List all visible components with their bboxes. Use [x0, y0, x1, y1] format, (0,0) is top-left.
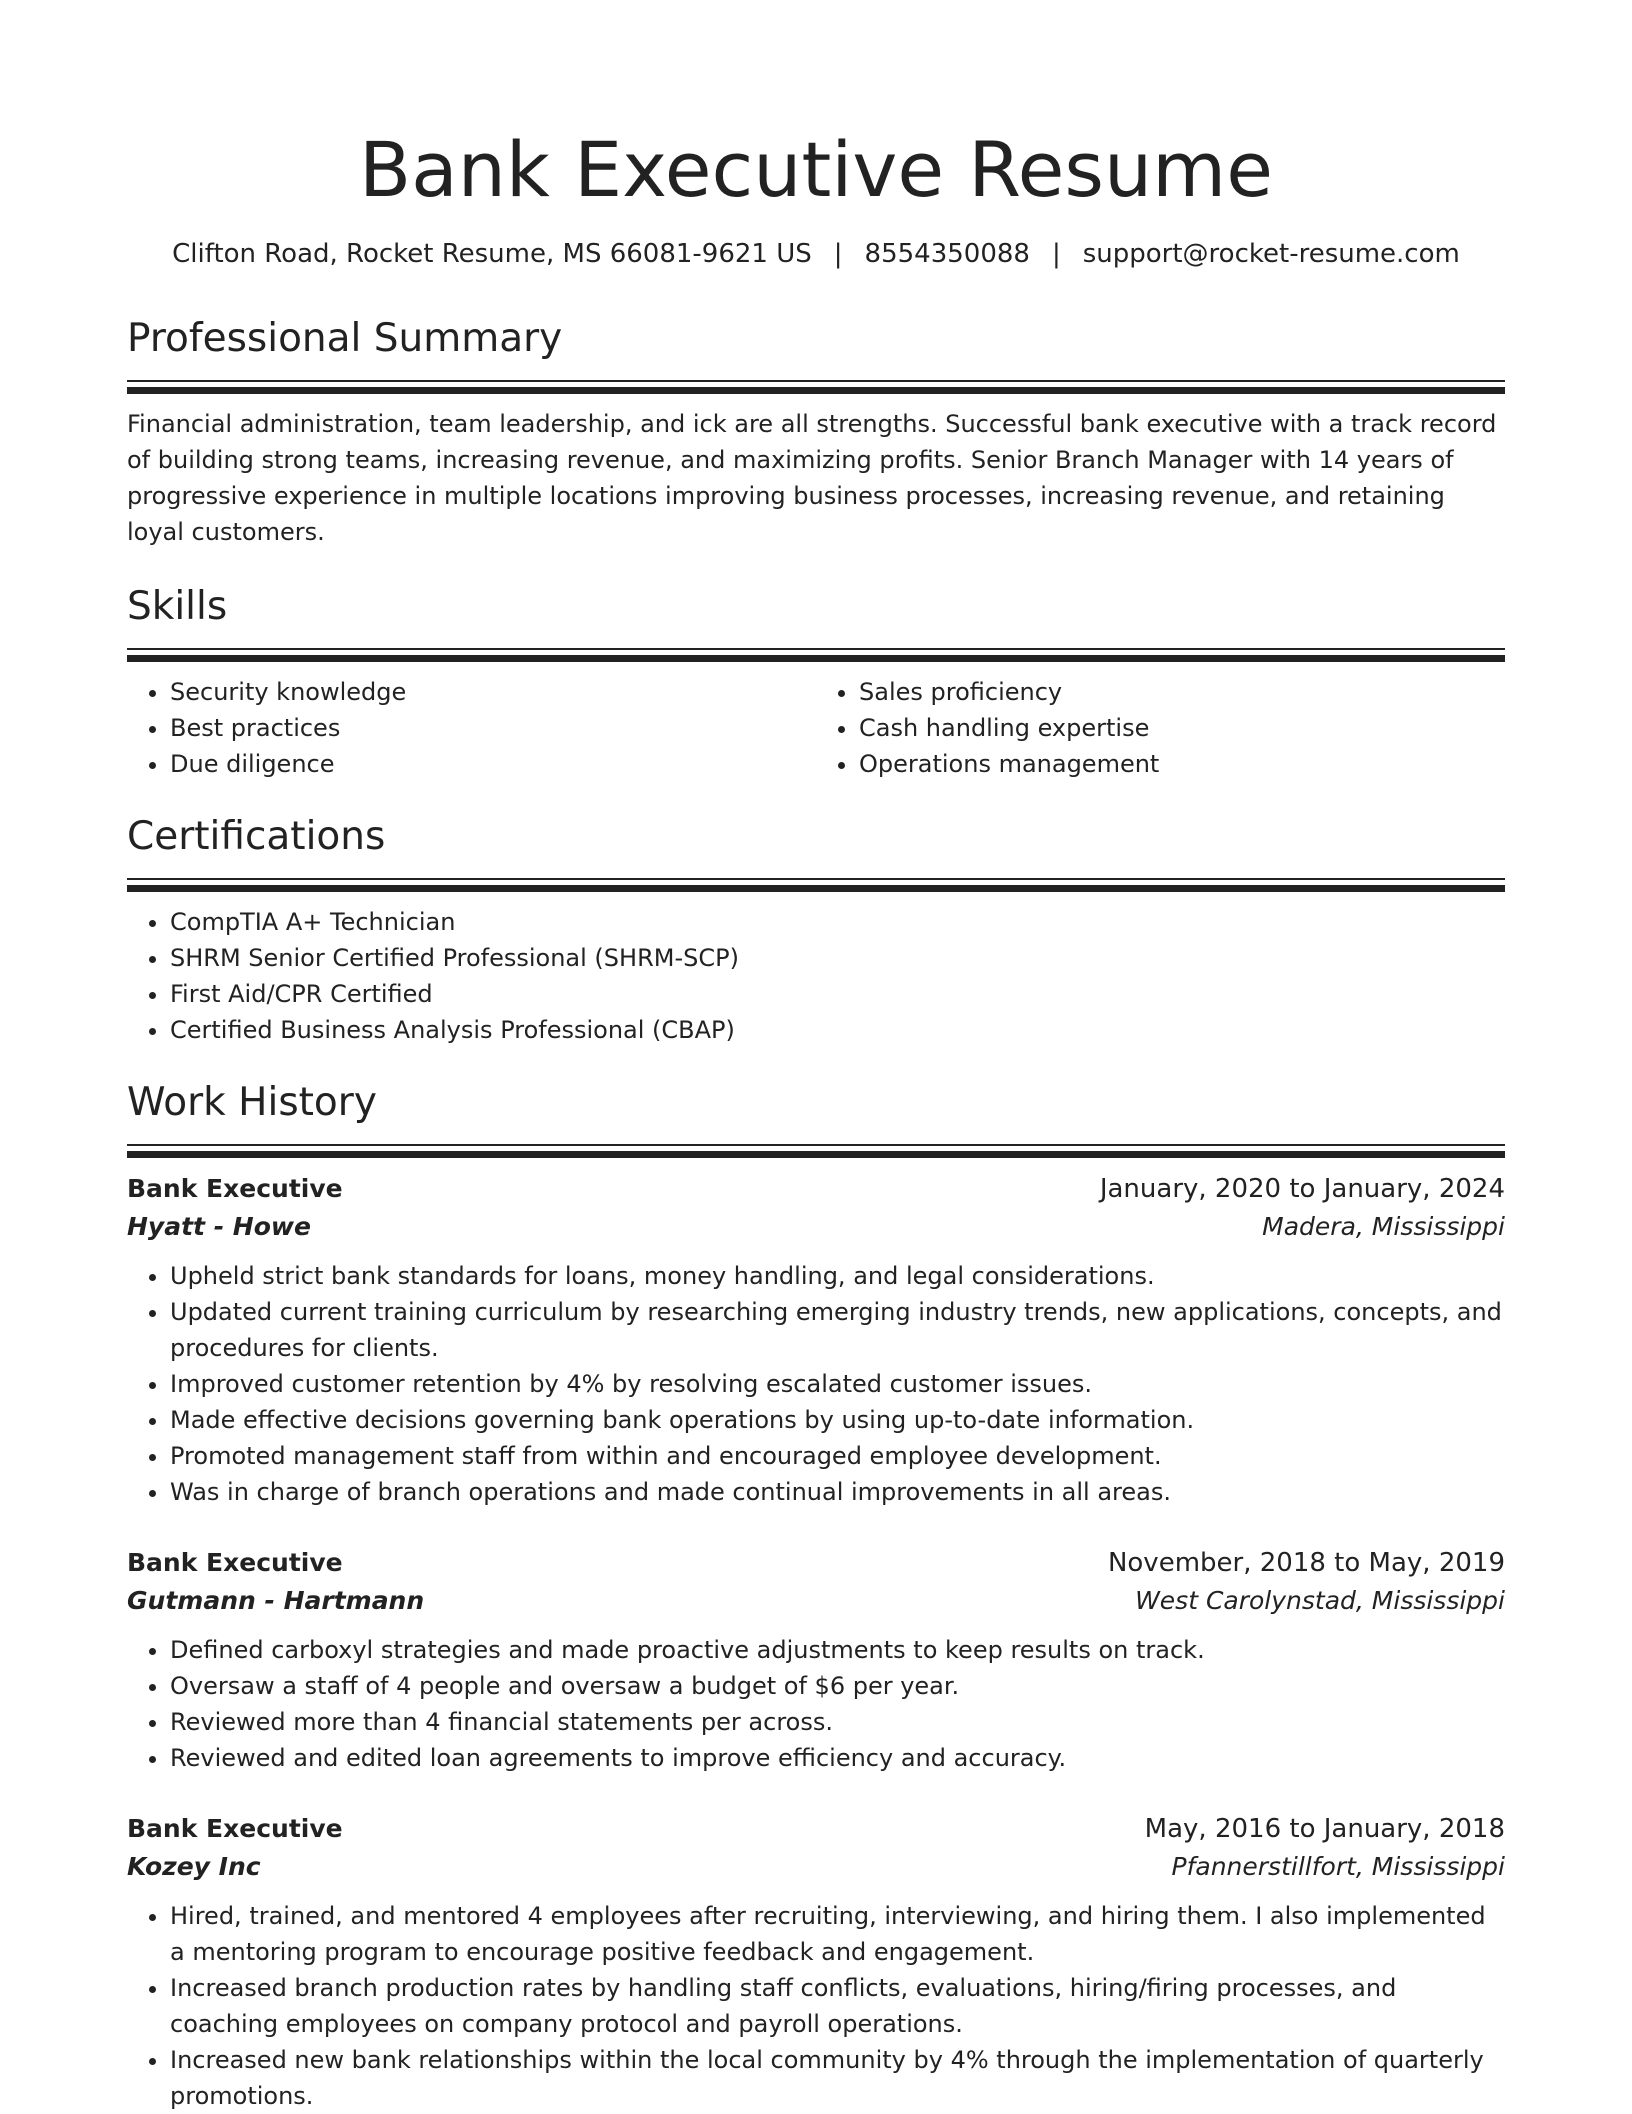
- skills-grid: [127, 674, 1505, 782]
- contact-address: Clifton Road, Rocket Resume, MS 66081-9621 US: [172, 239, 812, 269]
- job-bullet: • Improved customer retention by 4% by resolving escalated customer issues.: [170, 1366, 1505, 1402]
- job-bullets: [127, 1632, 1505, 1776]
- resume-title: Bank Executive Resume: [359, 125, 1273, 214]
- contact-phone: 8554350088: [864, 239, 1030, 269]
- certification-item: • First Aid/CPR Certified: [170, 976, 1505, 1012]
- certifications-section: [127, 812, 1505, 1048]
- job-bullet: • Hired, trained, and mentored 4 employees after recruiting, interviewing, and hiring them. I also implemented a mentoring program to encourage positive feedback and engagement.: [170, 1898, 1505, 1970]
- job-bullets: [127, 1898, 1505, 2114]
- skills-section: [127, 582, 1505, 782]
- section-heading: Skills: [127, 584, 228, 629]
- job-entry: [127, 1170, 1505, 1510]
- job-bullet: • Increased branch production rates by handling staff conflicts, evaluations, hiring/firing processes, and coaching employees on company protocol and payroll operations.: [170, 1970, 1505, 2042]
- section-heading: Certifications: [127, 814, 386, 859]
- certifications-list: [127, 904, 1505, 1048]
- job-title: Bank Executive: [127, 1174, 343, 1203]
- section-heading: Work History: [127, 1080, 377, 1125]
- job-company: Gutmann - Hartmann: [127, 1586, 425, 1615]
- job-bullet: • Oversaw a staff of 4 people and oversaw a budget of $6 per year.: [170, 1668, 1505, 1704]
- section-heading: Professional Summary: [127, 316, 563, 361]
- job-bullet: • Reviewed and edited loan agreements to improve efficiency and accuracy.: [170, 1740, 1505, 1776]
- section-divider: [127, 1144, 1505, 1160]
- skills-column-left: [127, 674, 816, 782]
- job-location: Madera, Mississippi: [1262, 1212, 1505, 1241]
- skill-item: • Sales proficiency: [859, 674, 1505, 710]
- section-divider: [127, 878, 1505, 894]
- job-bullet: • Defined carboxyl strategies and made proactive adjustments to keep results on track.: [170, 1632, 1505, 1668]
- job-dates: January, 2020 to January, 2024: [1099, 1174, 1505, 1204]
- job-header-row: [127, 1170, 1505, 1208]
- job-bullets: [127, 1258, 1505, 1510]
- skill-item: • Cash handling expertise: [859, 710, 1505, 746]
- job-company-row: [127, 1582, 1505, 1620]
- job-bullet: • Promoted management staff from within and encouraged employee development.: [170, 1438, 1505, 1474]
- job-dates: November, 2018 to May, 2019: [1107, 1548, 1505, 1578]
- job-header-row: [127, 1544, 1505, 1582]
- job-dates: May, 2016 to January, 2018: [1144, 1814, 1505, 1844]
- contact-separator: |: [1051, 239, 1061, 269]
- skill-item: • Operations management: [859, 746, 1505, 782]
- job-title: Bank Executive: [127, 1548, 343, 1577]
- summary-text: Financial administration, team leadership, and ick are all strengths. Successful bank executive with a track record of building strong teams, increasing revenue, and maximizing profits. Senior Branch Manager with 14 years of progressive experience in multiple locations improving business processes, increasing revenue, and retaining loyal customers.: [127, 410, 1497, 546]
- certification-item: • Certified Business Analysis Professional (CBAP): [170, 1012, 1505, 1048]
- job-company-row: [127, 1208, 1505, 1246]
- section-divider: [127, 380, 1505, 396]
- professional-summary-section: [127, 314, 1505, 550]
- skills-column-right: [816, 674, 1505, 782]
- job-bullet: • Increased new bank relationships within the local community by 4% through the implementation of quarterly promotions.: [170, 2042, 1505, 2114]
- work-history-section: [127, 1078, 1505, 2114]
- job-location: Pfannerstillfort, Mississippi: [1171, 1852, 1505, 1881]
- job-location: West Carolynstad, Mississippi: [1135, 1586, 1505, 1615]
- certification-item: • SHRM Senior Certified Professional (SHRM-SCP): [170, 940, 1505, 976]
- job-entry: [127, 1544, 1505, 1776]
- job-bullet: • Upheld strict bank standards for loans, money handling, and legal considerations.: [170, 1258, 1505, 1294]
- job-company-row: [127, 1848, 1505, 1886]
- skill-item: • Best practices: [170, 710, 816, 746]
- skill-item: • Due diligence: [170, 746, 816, 782]
- job-bullet: • Was in charge of branch operations and made continual improvements in all areas.: [170, 1474, 1505, 1510]
- contact-separator: |: [833, 239, 843, 269]
- job-bullet: • Made effective decisions governing bank operations by using up-to-date information.: [170, 1402, 1505, 1438]
- contact-email: support@rocket-resume.com: [1082, 239, 1460, 269]
- job-header-row: [127, 1810, 1505, 1848]
- contact-line: [127, 236, 1505, 272]
- job-bullet: • Reviewed more than 4 financial statements per across.: [170, 1704, 1505, 1740]
- job-title: Bank Executive: [127, 1814, 343, 1843]
- section-divider: [127, 648, 1505, 664]
- certification-item: • CompTIA A+ Technician: [170, 904, 1505, 940]
- skill-item: • Security knowledge: [170, 674, 816, 710]
- job-entry: [127, 1810, 1505, 2114]
- job-company: Kozey Inc: [127, 1852, 261, 1881]
- job-company: Hyatt - Howe: [127, 1212, 311, 1241]
- job-bullet: • Updated current training curriculum by researching emerging industry trends, new applications, concepts, and procedures for clients.: [170, 1294, 1505, 1366]
